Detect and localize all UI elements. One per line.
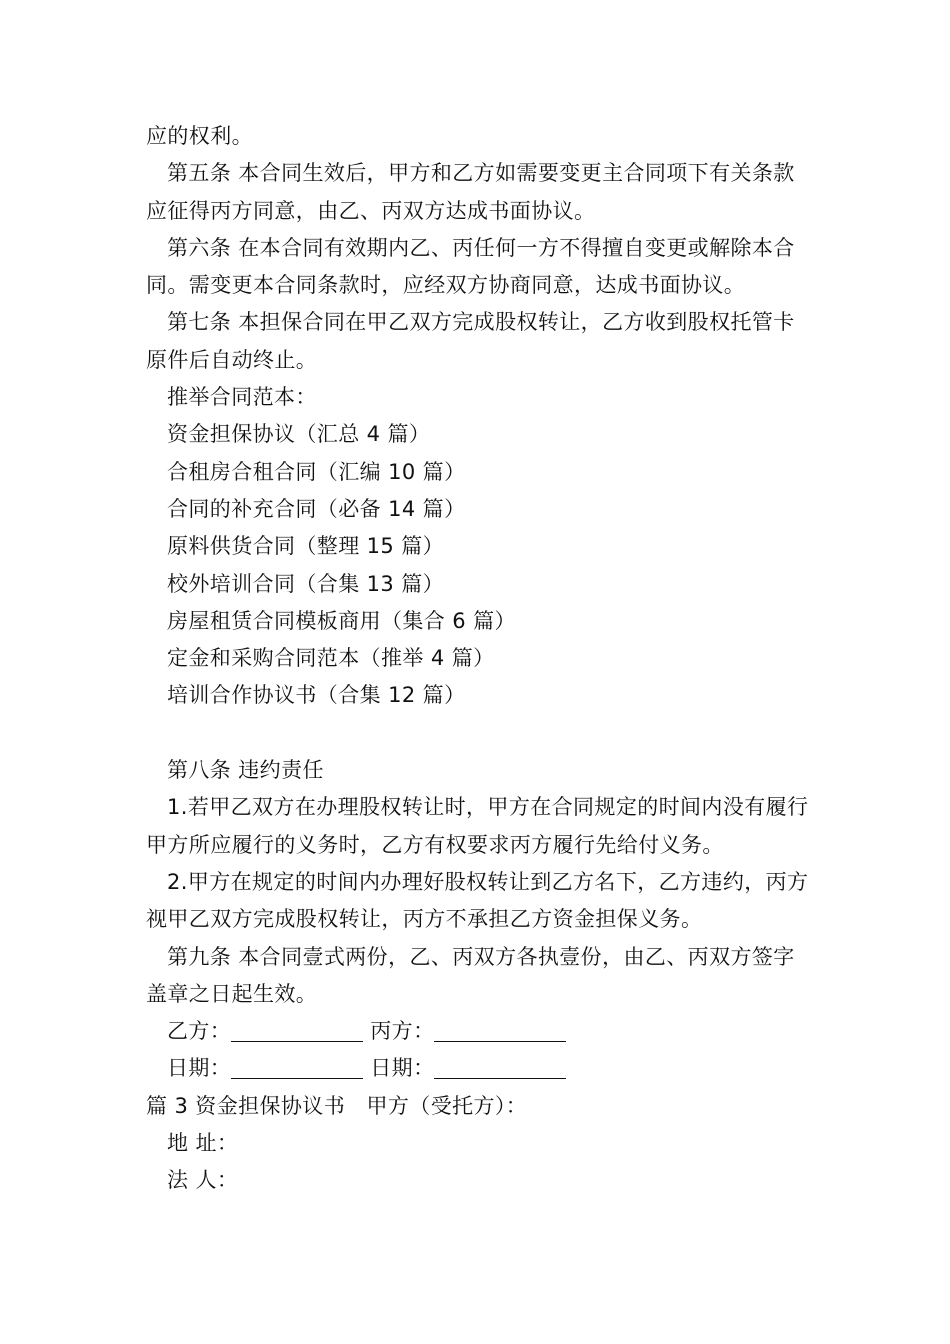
article-9: 第九条 本合同壹式两份，乙、丙双方各执壹份，由乙、丙双方签字盖章之日起生效。 [146,944,795,1006]
recommend-link-1[interactable]: 资金担保协议（汇总 4 篇） [167,422,431,447]
recommend-link-2[interactable]: 合租房合租合同（汇编 10 篇） [167,459,466,484]
blank-line [146,715,810,752]
article-8-clause-2: 2.甲方在规定的时间内办理好股权转让到乙方名下，乙方违约，丙方视甲乙双方完成股权转让，丙方不承担乙方资金担保义务。 [146,869,809,932]
document-body [146,118,810,1200]
article-5: 第五条 本合同生效后，甲方和乙方如需要变更主合同项下有关条款应征得丙方同意，由乙、丙双方达成书面协议。 [146,161,795,223]
signature-row-parties [146,1013,810,1050]
recommend-link-8[interactable]: 培训合作协议书（合集 12 篇） [167,683,466,708]
recommend-link-4[interactable]: 原料供货合同（整理 15 篇） [167,534,445,559]
date-c-line [434,1056,566,1079]
party-c-label: 丙方： [370,1019,435,1044]
party-c-signature-line [434,1019,566,1042]
party-b-label: 乙方： [167,1019,232,1044]
paragraph-continuation: 应的权利。 [146,124,253,148]
date-b-label: 日期： [167,1056,232,1081]
recommend-link-7[interactable]: 定金和采购合同范本（推举 4 篇） [167,646,495,671]
recommend-link-6[interactable]: 房屋租赁合同模板商用（集合 6 篇） [167,608,516,633]
date-b-line [231,1056,363,1079]
article-7: 第七条 本担保合同在甲乙双方完成股权转让，乙方收到股权托管卡原件后自动终止。 [146,310,795,372]
date-c-label: 日期： [370,1056,435,1081]
article-8-title: 第八条 违约责任 [167,758,324,783]
signature-row-dates [146,1050,810,1087]
party-b-signature-line [231,1019,363,1042]
address-label: 地 址： [167,1131,239,1156]
recommend-link-5[interactable]: 校外培训合同（合集 13 篇） [167,571,445,596]
recommend-heading: 推举合同范本： [167,385,317,410]
next-section-heading: 篇 3 资金担保协议书 甲方（受托方）： [146,1093,528,1118]
article-6: 第六条 在本合同有效期内乙、丙任何一方不得擅自变更或解除本合同。需变更本合同条款时，应经双方协商同意，达成书面协议。 [146,235,795,298]
article-8-clause-1: 1.若甲乙双方在办理股权转让时，甲方在合同规定的时间内没有履行甲方所应履行的义务时，乙方有权要求丙方履行先给付义务。 [146,795,809,857]
recommend-link-3[interactable]: 合同的补充合同（必备 14 篇） [167,496,466,521]
legal-person-label: 法 人： [167,1168,239,1193]
